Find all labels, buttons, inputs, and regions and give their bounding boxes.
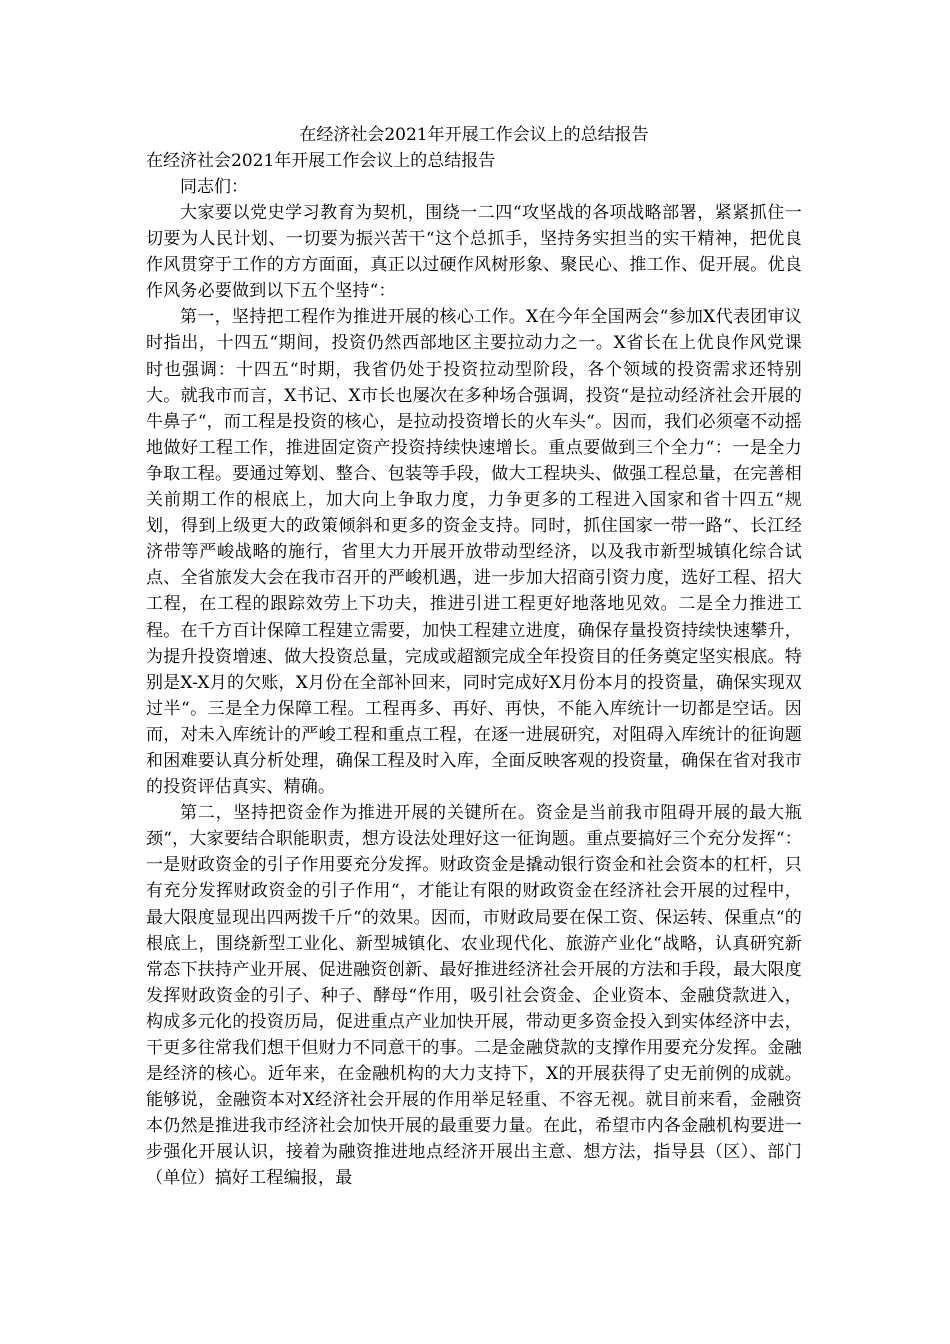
paragraph-second-point: 第二，坚持把资金作为推进开展的关键所在。资金是当前我市阻碍开展的最大瓶颈“，大家要结合职能职责，想方设法处理好这一征询题。重点要搞好三个充分发挥“：一是财政资金的引子作用要充分发挥。财政资金是撬动银行资金和社会资本的杠杆，只有充分发挥财政资金的引子作用“，才能让有限的财政资金在经济社会开展的过程中，最大限度显现出四两拨千斤“的效果。因而，市财政局要在保工资、保运转、保重点“的根底上，围绕新型工业化、新型城镇化、农业现代化、旅游产业化“战略，认真研究新常态下扶持产业开展、促进融资创新、最好推进经济社会开展的方法和手段，最大限度发挥财政资金的引子、种子、酵母“作用，吸引社会资金、企业资本、金融贷款进入，构成多元化的投资历局，促进重点产业加快开展，带动更多资金投入到实体经济中去，干更多往常我们想干但财力不同意干的事。二是金融贷款的支撑作用要充分发挥。金融是经济的核心。近年来，在金融机构的大力支持下，X的开展获得了史无前例的成就。能够说，金融资本对X经济社会开展的作用举足轻重、不容无视。就目前来看，金融资本仍然是推进我市经济社会加快开展的最重要力量。在此，希望市内各金融机构要进一步强化开展认识，接着为融资推进地点经济开展出主意、想方法，指导县（区）、部门（单位）搞好工程编报，最 [146,803,802,1189]
document-title: 在经济社会2021年开展工作会议上的总结报告 [299,125,649,145]
document-subtitle: 在经济社会2021年开展工作会议上的总结报告 [146,151,496,171]
paragraph-intro: 大家要以党史学习教育为契机，围绕一二四“攻坚战的各项战略部署，紧紧抓住一切要为人民计划、一切要为振兴苦干“这个总抓手，坚持务实担当的实干精神，把优良作风贯穿于工作的方方面面，真正以过硬作风树形象、聚民心、推工作、促开展。优良作风务必要做到以下五个坚持“： [146,203,802,302]
document-page [146,122,802,1192]
paragraph-first-point: 第一，坚持把工程作为推进开展的核心工作。X在今年全国两会“参加X代表团审议时指出，十四五“期间，投资仍然西部地区主要拉动力之一。X省长在上优良作风党课时也强调：十四五“时期，我省仍处于投资拉动型阶段，各个领域的投资需求还特别大。就我市而言，X书记、X市长也屡次在多种场合强调，投资“是拉动经济社会开展的牛鼻子“，而工程是投资的核心，是拉动投资增长的火车头“。因而，我们必须毫不动摇地做好工程工作，推进固定资产投资持续快速增长。重点要做到三个全力“：一是全力争取工程。要通过筹划、整合、包装等手段，做大工程块头、做强工程总量，在完善相关前期工作的根底上，加大向上争取力度，力争更多的工程进入国家和省十四五“规划，得到上级更大的政策倾斜和更多的资金支持。同时，抓住国家一带一路“、长江经济带等严峻战略的施行，省里大力开展开放带动型经济，以及我市新型城镇化综合试点、全省旅发大会在我市召开的严峻机遇，进一步加大招商引资力度，选好工程、招大工程，在工程的跟踪效劳上下功夫，推进引进工程更好地落地见效。二是全力推进工程。在千方百计保障工程建立需要，加快工程建立进度，确保存量投资持续快速攀升，为提升投资增速、做大投资总量，完成或超额完成全年投资目的任务奠定坚实根底。特别是X-X月的欠账，X月份在全部补回来，同时完成好X月份本月的投资量，确保实现双过半“。三是全力保障工程。工程再多、再好、再快，不能入库统计一切都是空话。因而，对未入库统计的严峻工程和重点工程，在逐一进展研究，对阻碍入库统计的征询题和困难要认真分析处理，确保工程及时入库，全面反映客观的投资量，确保在省对我市的投资评估真实、精确。 [146,307,802,798]
salutation: 同志们： [180,177,248,197]
